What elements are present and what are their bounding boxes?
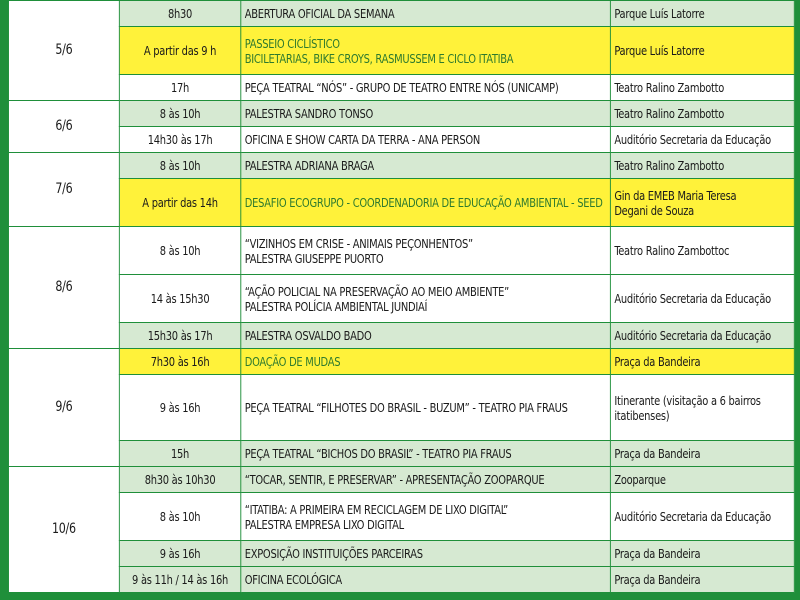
date-cell: 8/6 xyxy=(8,227,119,349)
time-cell: A partir das 9 h xyxy=(119,27,240,75)
place-cell xyxy=(610,27,794,75)
time-cell: 17h xyxy=(119,75,240,101)
event-cell xyxy=(241,467,611,493)
cell-line: Praça da Bandeira xyxy=(614,354,701,369)
cell-line: Degani de Souza xyxy=(614,202,694,218)
cell-line: Parque Luís Latorre xyxy=(614,6,705,21)
table-row xyxy=(8,127,794,153)
cell-line: PEÇA TEATRAL “NÓS” - GRUPO DE TEATRO ENTRE NÓS (UNICAMP) xyxy=(244,80,559,95)
cell-line: Teatro Ralino Zambottoc xyxy=(614,243,730,258)
event-cell xyxy=(241,179,611,227)
date-cell: 10/6 xyxy=(8,467,119,593)
cell-line: BICILETARIAS, BIKE CROYS, RASMUSSEM E CICLO ITATIBA xyxy=(244,50,514,66)
cell-line: Praça da Bandeira xyxy=(614,546,701,561)
cell-line: PALESTRA SANDRO TONSO xyxy=(244,106,374,121)
cell-line: PEÇA TEATRAL “FILHOTES DO BRASIL - BUZUM” - TEATRO PIA FRAUS xyxy=(244,400,568,415)
place-cell xyxy=(610,153,794,179)
event-cell xyxy=(241,27,611,75)
place-cell xyxy=(610,567,794,593)
place-cell xyxy=(610,349,794,375)
cell-line: “TOCAR, SENTIR, E PRESERVAR” - APRESENTAÇÃO ZOOPARQUE xyxy=(244,472,545,487)
event-cell xyxy=(241,493,611,541)
place-cell xyxy=(610,179,794,227)
event-cell xyxy=(241,101,611,127)
table-row xyxy=(8,375,794,441)
cell-line: Auditório Secretaria da Educação xyxy=(614,509,771,524)
event-cell xyxy=(241,1,611,27)
cell-line: Teatro Ralino Zambotto xyxy=(614,80,725,95)
table-row xyxy=(8,27,794,75)
table-row xyxy=(8,101,794,127)
cell-line: Gin da EMEB Maria Teresa xyxy=(614,187,737,203)
event-cell xyxy=(241,323,611,349)
time-cell: 14 às 15h30 xyxy=(119,275,240,323)
cell-line: Parque Luís Latorre xyxy=(614,43,705,58)
time-cell: 14h30 às 17h xyxy=(119,127,240,153)
place-cell xyxy=(610,541,794,567)
time-cell: 8 às 10h xyxy=(119,101,240,127)
table-row xyxy=(8,441,794,467)
cell-line: PALESTRA POLÍCIA AMBIENTAL JUNDIAÍ xyxy=(244,298,428,314)
date-cell: 7/6 xyxy=(8,153,119,227)
table-row xyxy=(8,153,794,179)
cell-line: PALESTRA EMPRESA LIXO DIGITAL xyxy=(244,516,404,532)
table-row xyxy=(8,75,794,101)
schedule-table xyxy=(8,0,795,593)
table-row xyxy=(8,275,794,323)
time-cell: 15h30 às 17h xyxy=(119,323,240,349)
time-cell: 9 às 16h xyxy=(119,541,240,567)
cell-line: PALESTRA OSVALDO BADO xyxy=(244,328,372,343)
place-cell xyxy=(610,75,794,101)
cell-line: OFICINA ECOLÓGICA xyxy=(244,572,342,587)
cell-line: DOAÇÃO DE MUDAS xyxy=(244,354,341,369)
table-row xyxy=(8,541,794,567)
time-cell: 8h30 xyxy=(119,1,240,27)
cell-line: OFICINA E SHOW CARTA DA TERRA - ANA PERSON xyxy=(244,132,481,147)
place-cell xyxy=(610,467,794,493)
table-row xyxy=(8,179,794,227)
event-cell xyxy=(241,567,611,593)
event-cell xyxy=(241,153,611,179)
cell-line: ABERTURA OFICIAL DA SEMANA xyxy=(244,6,395,21)
table-row xyxy=(8,323,794,349)
place-cell xyxy=(610,493,794,541)
cell-line: Teatro Ralino Zambotto xyxy=(614,158,725,173)
cell-line: Teatro Ralino Zambotto xyxy=(614,106,725,121)
cell-line: itatibenses) xyxy=(614,407,670,423)
cell-line: Zooparque xyxy=(614,472,666,487)
date-cell: 5/6 xyxy=(8,1,119,101)
cell-line: Praça da Bandeira xyxy=(614,446,701,461)
event-cell xyxy=(241,275,611,323)
place-cell xyxy=(610,375,794,441)
place-cell xyxy=(610,323,794,349)
event-cell xyxy=(241,127,611,153)
table-row xyxy=(8,567,794,593)
cell-line: EXPOSIÇÃO INSTITUIÇÕES PARCEIRAS xyxy=(244,546,423,561)
table-row xyxy=(8,493,794,541)
cell-line: Itinerante (visitação a 6 bairros xyxy=(614,392,761,408)
cell-line: PALESTRA ADRIANA BRAGA xyxy=(244,158,374,173)
place-cell xyxy=(610,127,794,153)
cell-line: “ITATIBA: A PRIMEIRA EM RECICLAGEM DE LIXO DIGITAL” xyxy=(244,501,508,517)
event-cell xyxy=(241,75,611,101)
date-cell: 9/6 xyxy=(8,349,119,467)
place-cell xyxy=(610,101,794,127)
date-cell: 6/6 xyxy=(8,101,119,153)
place-cell xyxy=(610,227,794,275)
time-cell: 9 às 16h xyxy=(119,375,240,441)
time-cell: A partir das 14h xyxy=(119,179,240,227)
place-cell xyxy=(610,441,794,467)
schedule-body xyxy=(8,1,794,593)
time-cell: 9 às 11h / 14 às 16h xyxy=(119,567,240,593)
cell-line: Praça da Bandeira xyxy=(614,572,701,587)
event-cell xyxy=(241,441,611,467)
place-cell xyxy=(610,1,794,27)
cell-line: Auditório Secretaria da Educação xyxy=(614,132,771,147)
table-row xyxy=(8,349,794,375)
cell-line: “AÇÃO POLICIAL NA PRESERVAÇÃO AO MEIO AMBIENTE” xyxy=(244,283,509,299)
cell-line: DESAFIO ECOGRUPO - COORDENADORIA DE EDUCAÇÃO AMBIENTAL - SEED xyxy=(244,195,603,210)
table-row xyxy=(8,227,794,275)
time-cell: 8 às 10h xyxy=(119,227,240,275)
cell-line: PEÇA TEATRAL “BICHOS DO BRASIL” - TEATRO PIA FRAUS xyxy=(244,446,512,461)
table-row xyxy=(8,1,794,27)
event-cell xyxy=(241,375,611,441)
cell-line: PASSEIO CICLÍSTICO xyxy=(244,35,340,51)
cell-line: “VIZINHOS EM CRISE - ANIMAIS PEÇONHENTOS” xyxy=(244,235,473,251)
time-cell: 15h xyxy=(119,441,240,467)
cell-line: PALESTRA GIUSEPPE PUORTO xyxy=(244,250,384,266)
cell-line: Auditório Secretaria da Educação xyxy=(614,328,771,343)
time-cell: 8h30 às 10h30 xyxy=(119,467,240,493)
event-cell xyxy=(241,227,611,275)
event-cell xyxy=(241,349,611,375)
cell-line: Auditório Secretaria da Educação xyxy=(614,291,771,306)
event-cell xyxy=(241,541,611,567)
place-cell xyxy=(610,275,794,323)
time-cell: 8 às 10h xyxy=(119,493,240,541)
table-row xyxy=(8,467,794,493)
time-cell: 7h30 às 16h xyxy=(119,349,240,375)
time-cell: 8 às 10h xyxy=(119,153,240,179)
